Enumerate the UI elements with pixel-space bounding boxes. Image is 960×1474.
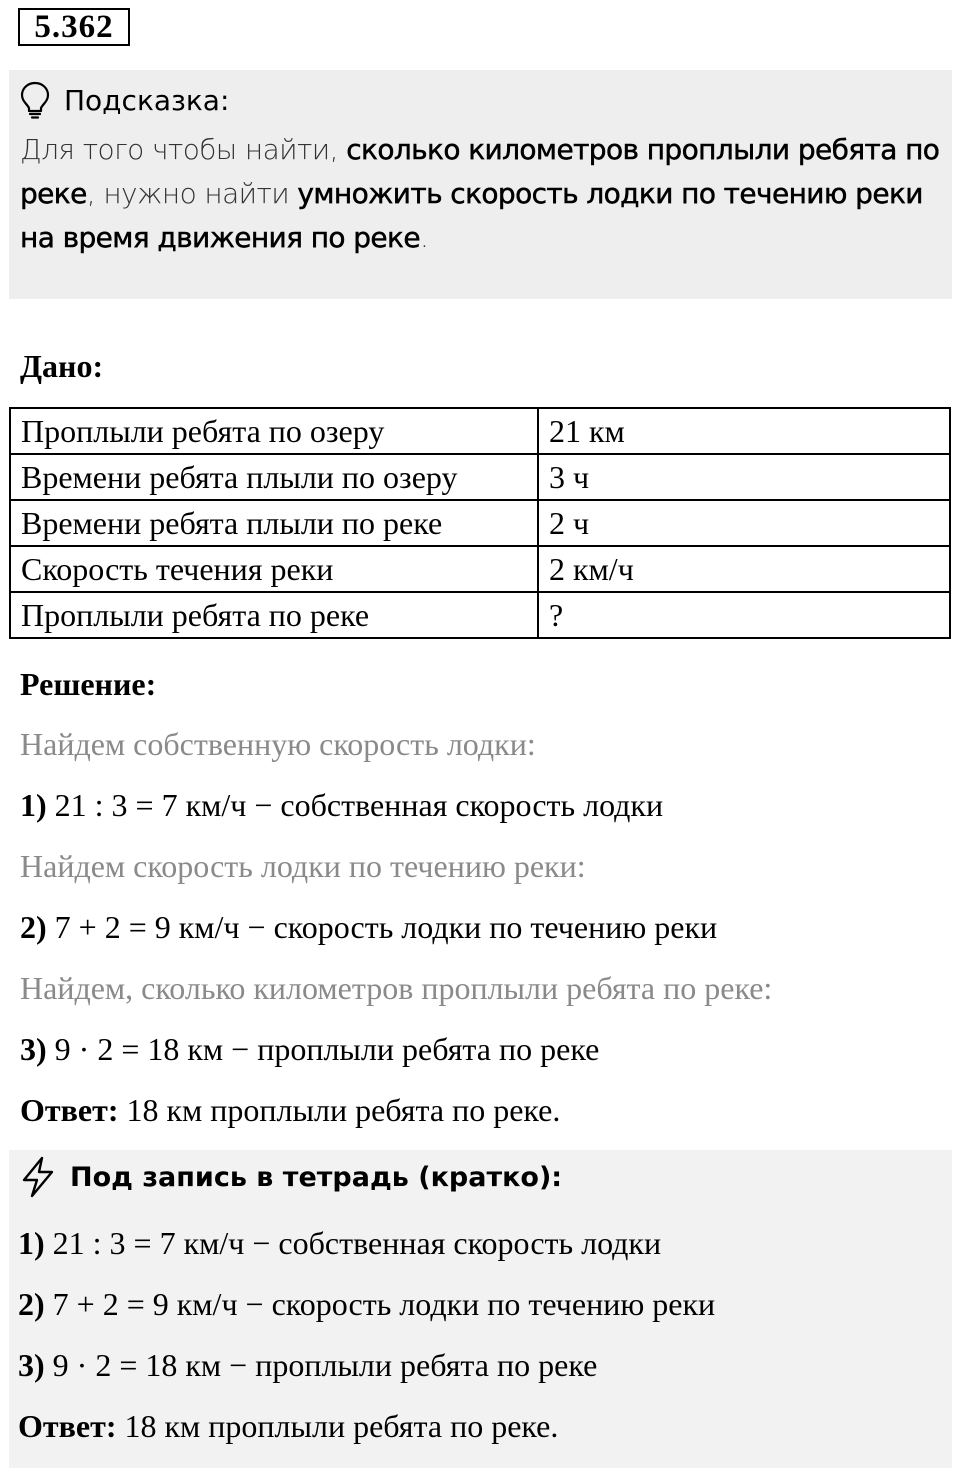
lightning-icon [18,1156,58,1198]
step-number: 2) [18,1286,45,1322]
hint-text-part: , нужно найти [86,177,298,210]
given-value: 3 ч [538,454,950,500]
table-row [10,408,950,454]
given-table [9,407,951,639]
table-row [10,546,950,592]
given-label: Времени ребята плыли по озеру [10,454,538,500]
hint-text-part: . [419,221,429,254]
notebook-title: Под запись в тетрадь (кратко): [70,1161,563,1193]
given-label: Времени ребята плыли по реке [10,500,538,546]
hint-text-bold: сколько километров проплыли ребята по реке [20,133,940,210]
table-row [10,592,950,638]
note-step3-line [18,1347,597,1384]
answer-text: 18 км проплыли ребята по реке. [118,1092,561,1128]
step-text: 9 · 2 = 18 км − проплыли ребята по реке [46,1031,600,1067]
hint-text-part: Для того чтобы найти, [20,133,347,166]
note-step2-line [18,1286,715,1323]
step-text: 21 : 3 = 7 км/ч − собственная скорость лодки [46,787,664,823]
given-value: 2 км/ч [538,546,950,592]
step1-intro: Найдем собственную скорость лодки: [20,726,536,762]
step-number: 1) [20,787,47,823]
answer-line [20,1092,560,1129]
lightbulb-icon [18,80,52,120]
note-step1-line [18,1225,661,1262]
step3-line [20,1031,599,1068]
given-value: 21 км [538,408,950,454]
step-number: 2) [20,909,47,945]
step-number: 3) [18,1347,45,1383]
hint-text [20,128,945,260]
step-number: 3) [20,1031,47,1067]
step2-intro: Найдем скорость лодки по течению реки: [20,848,586,884]
step-text: 9 · 2 = 18 км − проплыли ребята по реке [44,1347,598,1383]
notebook-header [18,1154,562,1200]
hint-header [18,78,229,122]
note-answer-line [18,1408,558,1445]
given-label: Проплыли ребята по реке [10,592,538,638]
table-row [10,500,950,546]
step-text: 21 : 3 = 7 км/ч − собственная скорость лодки [44,1225,662,1261]
hint-title: Подсказка: [64,83,230,117]
given-label: Проплыли ребята по озеру [10,408,538,454]
step2-line [20,909,717,946]
step3-intro: Найдем, сколько километров проплыли ребята по реке: [20,970,773,1006]
given-title: Дано: [20,348,104,384]
given-value: 2 ч [538,500,950,546]
task-number: 5.362 [18,8,130,46]
table-row [10,454,950,500]
step-number: 1) [18,1225,45,1261]
solution-title: Решение: [20,666,157,702]
hint-text-bold: умножить скорость лодки по течению реки на время движения по реке [20,177,923,254]
answer-label: Ответ: [18,1408,117,1444]
answer-text: 18 км проплыли ребята по реке. [116,1408,559,1444]
given-label: Скорость течения реки [10,546,538,592]
step1-line [20,787,663,824]
step-text: 7 + 2 = 9 км/ч − скорость лодки по течению реки [46,909,718,945]
answer-label: Ответ: [20,1092,119,1128]
step-text: 7 + 2 = 9 км/ч − скорость лодки по течению реки [44,1286,716,1322]
given-value: ? [538,592,950,638]
